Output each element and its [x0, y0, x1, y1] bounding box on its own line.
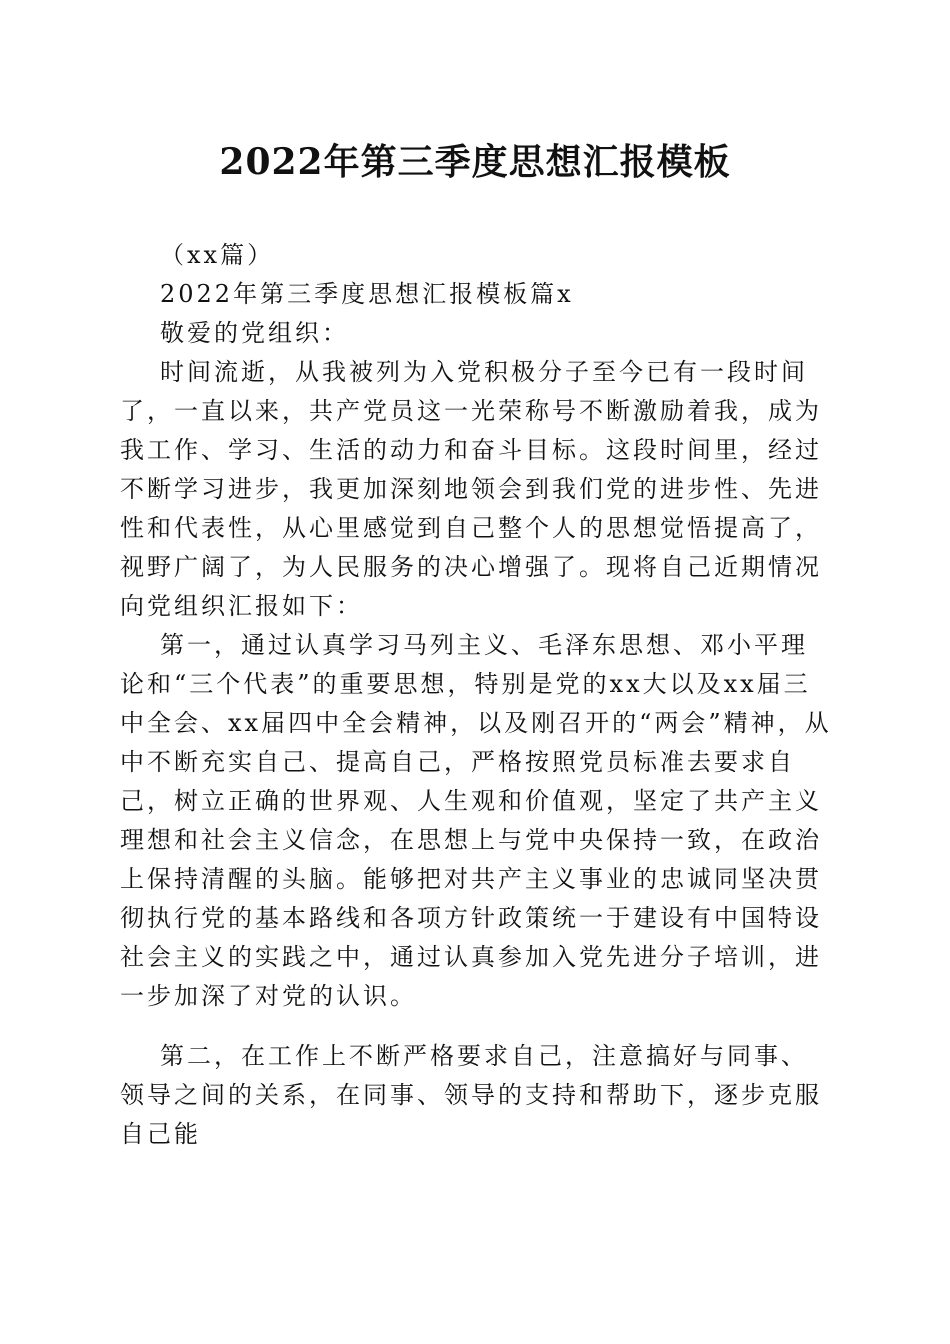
paragraph-heading: 2022年第三季度思想汇报模板篇x [160, 280, 574, 308]
paragraph-first: 第一，通过认真学习马列主义、毛泽东思想、邓小平理论和“三个代表”的重要思想，特别是党的xx大以及xx届三中全会、xx届四中全会精神，以及刚召开的“两会”精神，从中不断充实自己、提高自己，严格按照党员标准去要求自己，树立正确的世界观、人生观和价值观，坚定了共产主义理想和社会主义信念，在思想上与党中央保持一致，在政治上保持清醒的头脑。能够把对共产主义事业的忠诚同坚决贯彻执行党的基本路线和各项方针政策统一于建设有中国特设社会主义的实践之中，通过认真参加入党先进分子培训，进一步加深了对党的认识。 [120, 631, 832, 1010]
paragraph-intro: 时间流逝，从我被列为入党积极分子至今已有一段时间了，一直以来，共产党员这一光荣称号不断激励着我，成为我工作、学习、生活的动力和奋斗目标。这段时间里，经过不断学习进步，我更加深刻地领会到我们党的进步性、先进性和代表性，从心里感觉到自己整个人的思想觉悟提高了，视野广阔了，为人民服务的决心增强了。现将自己近期情况向党组织汇报如下： [120, 358, 822, 620]
document-body [120, 236, 832, 1154]
paragraph-salutation: 敬爱的党组织： [160, 319, 349, 347]
document-title: 2022年第三季度思想汇报模板 [219, 141, 731, 183]
paragraph-second: 第二，在工作上不断严格要求自己，注意搞好与同事、领导之间的关系，在同事、领导的支持和帮助下，逐步克服自己能 [120, 1042, 822, 1148]
paragraph-subtitle: （xx篇） [160, 241, 275, 269]
